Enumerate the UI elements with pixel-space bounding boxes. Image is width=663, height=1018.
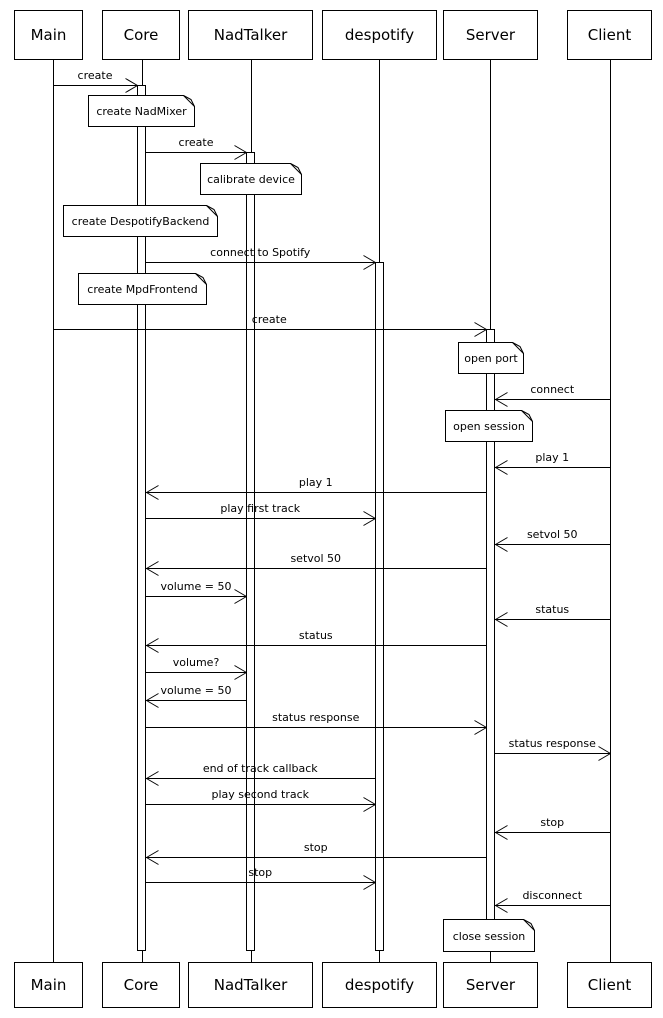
message-label-play-first-track: play first track [220,502,301,515]
arrowhead-icon [363,255,376,274]
participant-top-despotify [322,10,437,60]
message-line-volume [146,672,246,673]
participant-bottom-core [102,962,180,1008]
participant-label: Server [465,26,516,44]
participant-top-client [567,10,652,60]
note-create-mpdfrontend [78,273,207,305]
message-label-volume: volume? [172,656,220,669]
arrowhead-icon [495,612,508,631]
message-line-play-second-track [146,804,375,805]
participant-label: NadTalker [213,976,288,994]
message-label-create: create [251,313,287,326]
arrowhead-icon [495,825,508,844]
participant-bottom-main [14,962,83,1008]
participant-top-nadtalker [188,10,313,60]
message-line-volume-50 [146,700,246,701]
note-calibrate-device [200,163,302,195]
participant-top-server [443,10,538,60]
note-open-session [445,410,533,442]
message-line-status-response [146,727,486,728]
participant-bottom-despotify [322,962,437,1008]
arrowhead-icon [146,561,159,580]
arrowhead-icon [146,693,159,712]
arrowhead-icon [146,850,159,869]
arrowhead-icon [495,392,508,411]
message-line-volume-50 [146,596,246,597]
note-text: open session [453,420,525,433]
message-label-play-1: play 1 [535,451,570,464]
arrowhead-icon [146,771,159,790]
message-line-status-response [495,753,611,754]
arrowhead-icon [234,145,247,164]
note-text: close session [452,929,526,943]
note-text: open port [464,352,518,365]
participant-label: Client [587,26,632,44]
message-label-setvol-50: setvol 50 [290,552,342,565]
message-label-setvol-50: setvol 50 [526,528,578,541]
arrowhead-icon [474,720,487,739]
message-line-play-1 [146,492,486,493]
message-label-disconnect: disconnect [522,889,583,902]
message-line-status [495,619,611,620]
participant-label: Core [123,26,159,44]
note-create-despotifybackend [63,205,218,237]
message-label-end-of-track-callback: end of track callback [202,762,318,775]
note-text: create MpdFrontend [87,283,198,296]
arrowhead-icon [363,875,376,894]
message-line-end-of-track-callback [146,778,375,779]
message-label-create: create [178,136,214,149]
message-label-connect: connect [530,383,575,396]
message-label-status: status [298,629,333,642]
lifeline-main [53,60,54,962]
participant-bottom-nadtalker [188,962,313,1008]
message-label-connect-to-spotify: connect to Spotify [210,246,311,259]
message-line-status [146,645,486,646]
message-label-status-response: status response [272,711,360,724]
participant-label: Client [587,976,632,994]
message-line-setvol-50 [146,568,486,569]
note-create-nadmixer [88,95,195,127]
participant-bottom-client [567,962,652,1008]
arrowhead-icon [598,746,611,765]
arrowhead-icon [495,460,508,479]
message-line-create [146,152,246,153]
participant-top-main [14,10,83,60]
participant-label: Core [123,976,159,994]
arrowhead-icon [146,638,159,657]
note-close-session [443,919,535,952]
participant-label: NadTalker [213,26,288,44]
message-label-stop: stop [248,866,273,879]
lifeline-client [610,60,611,962]
activation-bar-nadtalker [246,152,255,951]
message-line-disconnect [495,905,611,906]
message-line-connect-to-spotify [146,262,375,263]
message-label-volume-50: volume = 50 [160,684,232,697]
message-line-play-1 [495,467,611,468]
message-label-stop: stop [303,841,328,854]
arrowhead-icon [363,797,376,816]
message-label-status-response: status response [508,737,596,750]
note-text: create NadMixer [96,105,187,118]
arrowhead-icon [495,898,508,917]
message-line-setvol-50 [495,544,611,545]
arrowhead-icon [474,322,487,341]
message-line-play-first-track [146,518,375,519]
message-label-play-second-track: play second track [211,788,310,801]
arrowhead-icon [495,537,508,556]
arrowhead-icon [363,511,376,530]
participant-bottom-server [443,962,538,1008]
message-label-stop: stop [540,816,565,829]
activation-bar-despotify [375,262,384,951]
arrowhead-icon [234,665,247,684]
participant-label: Main [30,26,67,44]
participant-label: despotify [344,26,415,44]
arrowhead-icon [146,485,159,504]
note-text: calibrate device [207,173,295,186]
message-label-volume-50: volume = 50 [160,580,232,593]
participant-label: Server [465,976,516,994]
participant-top-core [102,10,180,60]
message-label-status: status [535,603,570,616]
message-line-stop [495,832,611,833]
participant-label: Main [30,976,67,994]
message-line-connect [495,399,611,400]
participant-label: despotify [344,976,415,994]
arrowhead-icon [234,589,247,608]
note-open-port [458,342,524,374]
message-label-create: create [77,69,113,82]
note-text: create DespotifyBackend [71,215,210,228]
message-line-stop [146,857,486,858]
message-line-create [53,329,486,330]
message-label-play-1: play 1 [298,476,333,489]
message-line-stop [146,882,375,883]
